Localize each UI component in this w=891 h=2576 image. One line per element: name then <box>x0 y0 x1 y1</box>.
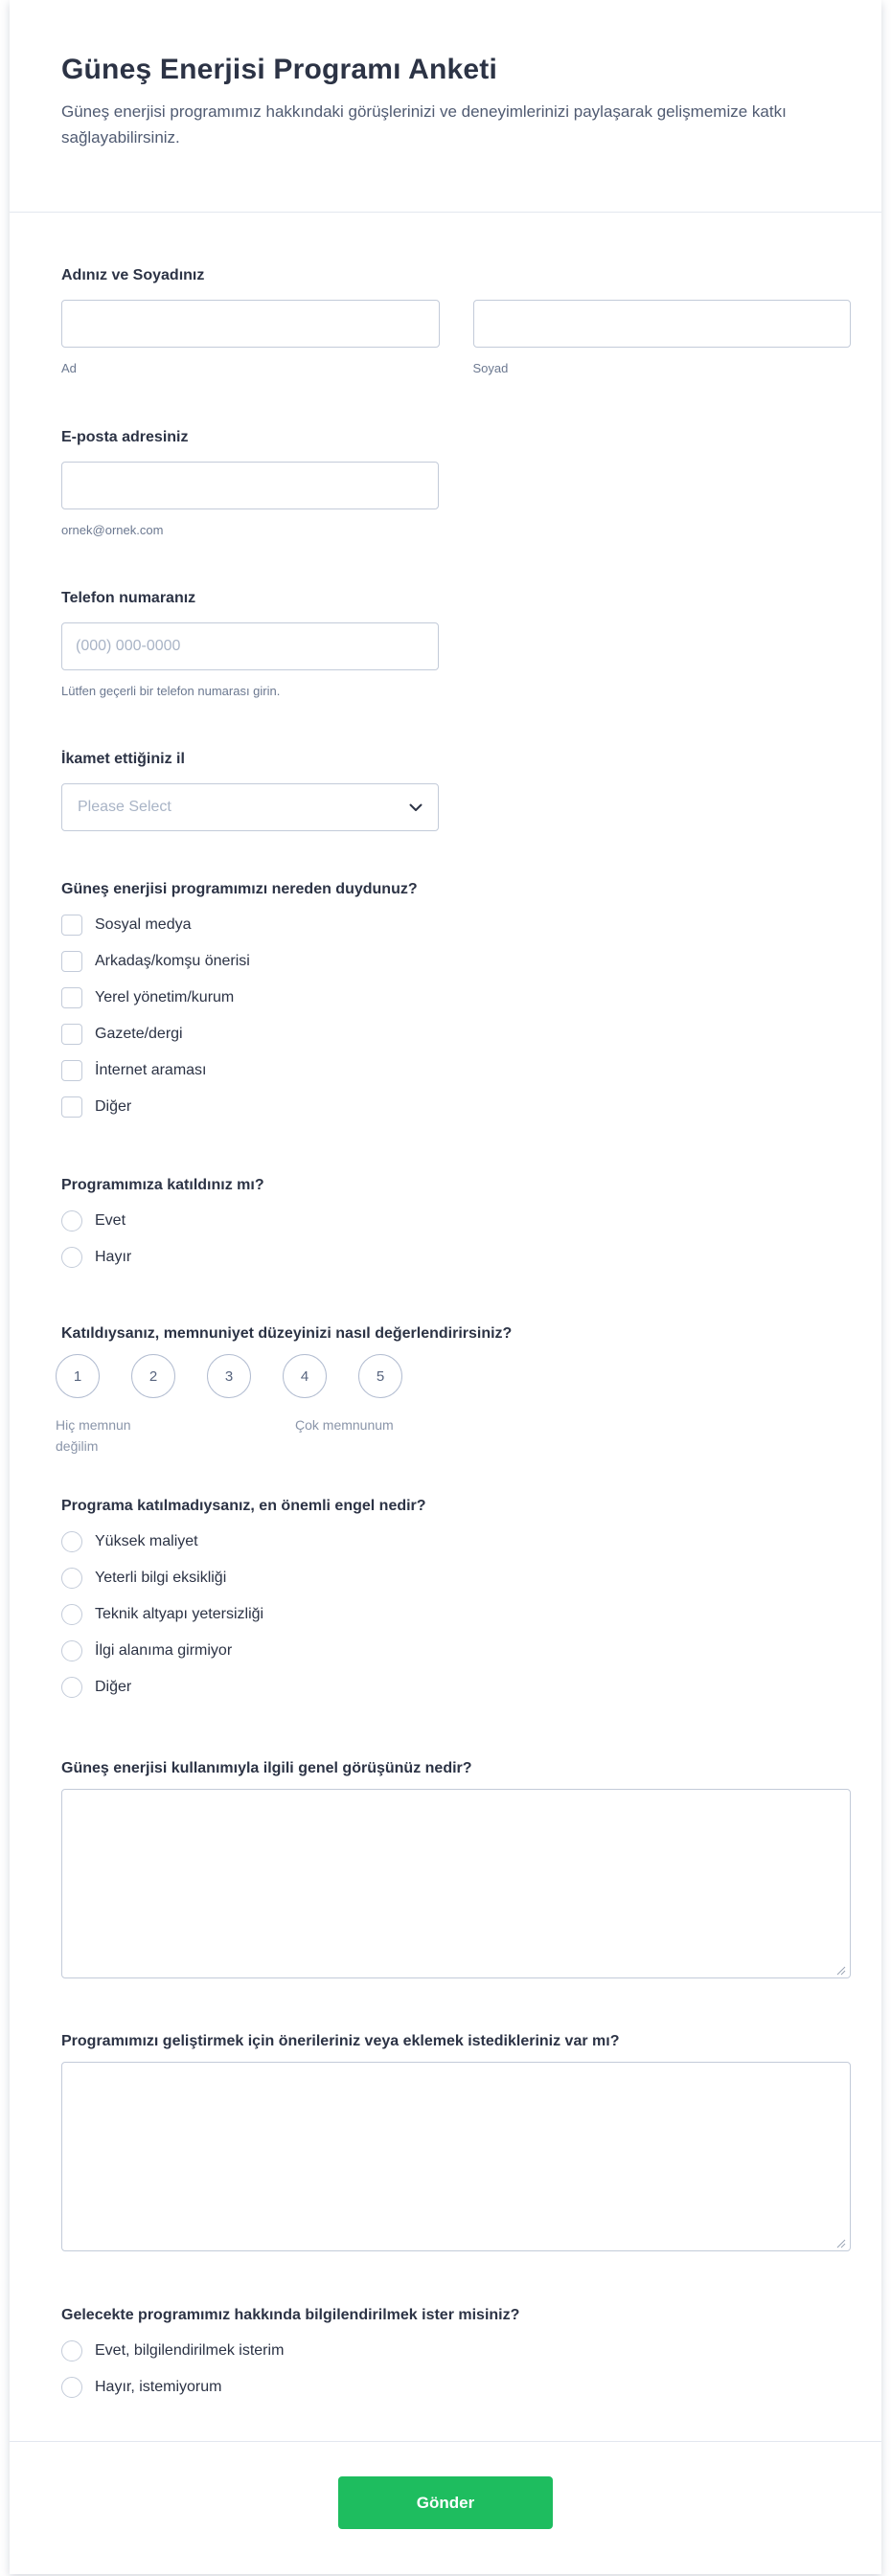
header-divider <box>10 212 881 213</box>
option-label: İnternet araması <box>95 1062 207 1078</box>
radio-option-row[interactable] <box>61 1247 851 1268</box>
q-phone <box>61 587 851 699</box>
scale-circle[interactable]: 5 <box>358 1354 402 1398</box>
obstacle-radio-group <box>61 1531 851 1698</box>
option-label: Diğer <box>95 1679 132 1695</box>
checkbox[interactable] <box>61 987 82 1008</box>
scale-best-label: Çok memnunum <box>295 1417 394 1433</box>
submit-row <box>10 2476 881 2529</box>
phone-sublabel: Lütfen geçerli bir telefon numarası girin. <box>61 684 281 698</box>
checkbox[interactable] <box>61 1024 82 1045</box>
participated-label: Programımıza katıldınız mı? <box>61 1177 264 1193</box>
radio-option-row[interactable] <box>61 2340 851 2361</box>
option-label: Evet <box>95 1212 126 1229</box>
suggestions-label: Programımızı geliştirmek için önerileriniz veya eklemek istedikleriniz var mı? <box>61 2033 620 2049</box>
checkbox-option-row[interactable] <box>61 1096 851 1118</box>
city-select[interactable] <box>61 783 439 831</box>
opinion-label: Güneş enerjisi kullanımıyla ilgili genel görüşünüz nedir? <box>61 1760 472 1776</box>
radio-button[interactable] <box>61 1247 82 1268</box>
radio-button[interactable] <box>61 1640 82 1661</box>
option-label: Gazete/dergi <box>95 1026 183 1042</box>
q-city <box>61 748 851 831</box>
checkbox-option-row[interactable] <box>61 915 851 936</box>
q-suggestions <box>61 2030 851 2251</box>
participated-radio-group <box>61 1210 851 1268</box>
checkbox[interactable] <box>61 1096 82 1118</box>
option-label: Sosyal medya <box>95 916 192 933</box>
city-select-placeholder: Please Select <box>78 799 171 815</box>
option-label: Diğer <box>95 1098 132 1115</box>
fullname-label: Adınız ve Soyadınız <box>61 267 205 283</box>
checkbox-option-row[interactable] <box>61 1024 851 1045</box>
radio-button[interactable] <box>61 2340 82 2361</box>
radio-button[interactable] <box>61 1210 82 1232</box>
form-card <box>10 0 881 2574</box>
checkbox-option-row[interactable] <box>61 951 851 972</box>
q-future-contact <box>61 2304 851 2398</box>
radio-button[interactable] <box>61 2377 82 2398</box>
scale-circle[interactable]: 4 <box>283 1354 327 1398</box>
satisfaction-label: Katıldıysanız, memnuniyet düzeyinizi nasıl değerlendirirsiniz? <box>61 1325 513 1342</box>
radio-button[interactable] <box>61 1604 82 1625</box>
option-label: Evet, bilgilendirilmek isterim <box>95 2342 285 2359</box>
opinion-textarea[interactable] <box>61 1789 851 1978</box>
radio-option-row[interactable] <box>61 2377 851 2398</box>
suggestions-textarea[interactable] <box>61 2062 851 2251</box>
q-participated <box>61 1174 851 1268</box>
phone-label: Telefon numaranız <box>61 590 196 606</box>
obstacle-label: Programa katılmadıysanız, en önemli engel nedir? <box>61 1498 426 1514</box>
radio-option-row[interactable] <box>61 1604 851 1625</box>
page-title: Güneş Enerjisi Programı Anketi <box>61 54 498 85</box>
email-input[interactable] <box>61 462 439 509</box>
checkbox[interactable] <box>61 915 82 936</box>
source-checkbox-group <box>61 915 851 1118</box>
future-contact-radio-group <box>61 2340 851 2398</box>
radio-button[interactable] <box>61 1531 82 1552</box>
last-name-input[interactable] <box>473 300 852 348</box>
radio-option-row[interactable] <box>61 1640 851 1661</box>
future-contact-label: Gelecekte programımız hakkında bilgilendirilmek ister misiniz? <box>61 2307 520 2323</box>
footer-divider <box>10 2441 881 2442</box>
rating-scale-labels <box>56 1414 851 1457</box>
email-label: E-posta adresiniz <box>61 429 189 445</box>
option-label: Hayır, istemiyorum <box>95 2379 222 2395</box>
first-name-sublabel: Ad <box>61 361 77 375</box>
option-label: Teknik altyapı yetersizliği <box>95 1606 264 1622</box>
first-name-input[interactable] <box>61 300 440 348</box>
q-fullname <box>61 264 851 376</box>
option-label: Yeterli bilgi eksikliği <box>95 1570 227 1586</box>
checkbox-option-row[interactable] <box>61 1060 851 1081</box>
scale-circle[interactable]: 3 <box>207 1354 251 1398</box>
radio-option-row[interactable] <box>61 1568 851 1589</box>
phone-input[interactable] <box>61 622 439 670</box>
option-label: Hayır <box>95 1249 132 1265</box>
checkbox[interactable] <box>61 1060 82 1081</box>
radio-option-row[interactable] <box>61 1677 851 1698</box>
radio-button[interactable] <box>61 1568 82 1589</box>
form-description: Güneş enerjisi programımız hakkındaki görüşlerinizi ve deneyimlerinizi paylaşarak gelişmemize katkı sağlayabilirsiniz. <box>61 102 787 147</box>
form-header <box>10 0 881 150</box>
radio-button[interactable] <box>61 1677 82 1698</box>
q-email <box>61 426 851 538</box>
city-label: İkamet ettiğiniz il <box>61 751 185 767</box>
submit-button[interactable]: Gönder <box>338 2476 553 2529</box>
option-label: Yerel yönetim/kurum <box>95 989 235 1006</box>
option-label: İlgi alanıma girmiyor <box>95 1642 233 1659</box>
checkbox-option-row[interactable] <box>61 987 851 1008</box>
last-name-sublabel: Soyad <box>472 361 509 375</box>
q-opinion <box>61 1757 851 1978</box>
scale-circle[interactable]: 2 <box>131 1354 175 1398</box>
rating-scale-circles <box>56 1354 851 1398</box>
radio-option-row[interactable] <box>61 1531 851 1552</box>
q-obstacle <box>61 1495 851 1698</box>
scale-worst-label: Hiç memnun değilim <box>56 1417 131 1454</box>
chevron-down-icon <box>409 803 423 812</box>
option-label: Arkadaş/komşu önerisi <box>95 953 250 969</box>
scale-circle[interactable]: 1 <box>56 1354 100 1398</box>
q-source <box>61 878 851 1118</box>
option-label: Yüksek maliyet <box>95 1533 198 1549</box>
source-label: Güneş enerjisi programımızı nereden duydunuz? <box>61 881 418 897</box>
checkbox[interactable] <box>61 951 82 972</box>
q-satisfaction <box>56 1322 851 1457</box>
rating-scale <box>56 1354 851 1457</box>
email-sublabel: ornek@ornek.com <box>61 523 164 537</box>
radio-option-row[interactable] <box>61 1210 851 1232</box>
